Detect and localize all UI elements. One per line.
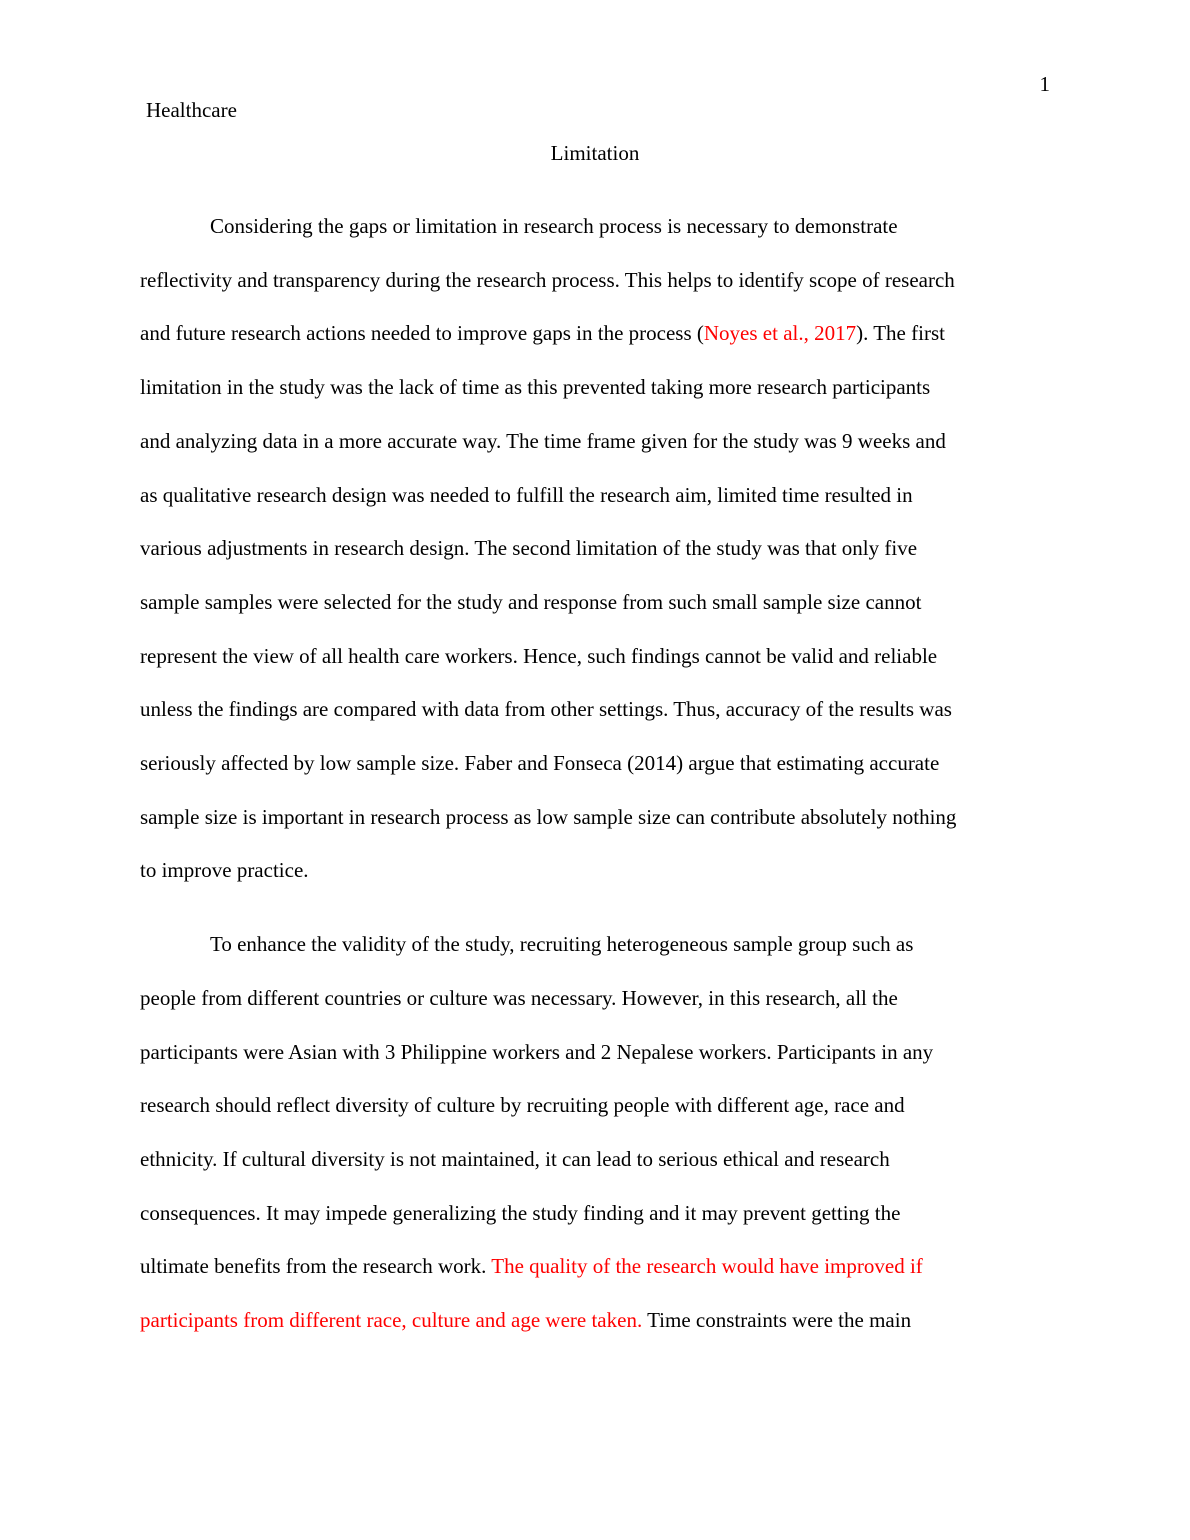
text-segment: sample size is important in research process as low sample size can contribute absolutely nothing (140, 804, 957, 829)
text-line (140, 805, 956, 829)
text-line (210, 214, 898, 238)
text-line (140, 986, 898, 1010)
text-segment: ethnicity. If cultural diversity is not maintained, it can lead to serious ethical and research (140, 1146, 890, 1171)
text-line (140, 536, 917, 560)
highlighted-text: participants from different race, culture and age were taken. (140, 1308, 643, 1333)
text-segment: unless the findings are compared with data from other settings. Thus, accuracy of the results was (140, 697, 952, 722)
text-segment: seriously affected by low sample size. Faber and Fonseca (2014) argue that estimating accurate (140, 751, 940, 776)
running-head: Healthcare (146, 98, 237, 122)
highlighted-text: The quality of the research would have improved if (491, 1254, 923, 1279)
text-segment: Time constraints were the main (642, 1308, 912, 1333)
text-line (140, 375, 930, 399)
text-line (140, 697, 952, 721)
document-body (140, 200, 1052, 1348)
paragraph (140, 200, 1052, 898)
text-line (140, 321, 945, 345)
text-segment: ultimate benefits from the research work. (140, 1254, 492, 1279)
text-segment: participants were Asian with 3 Philippine workers and 2 Nepalese workers. Participants in any (140, 1039, 934, 1064)
text-line (140, 429, 946, 453)
text-line (210, 932, 913, 956)
text-line (140, 268, 955, 292)
text-segment: Considering the gaps or limitation in research process is necessary to demonstrate (210, 214, 898, 238)
text-segment: represent the view of all health care workers. Hence, such findings cannot be valid and reliable (140, 643, 938, 668)
text-segment: various adjustments in research design. The second limitation of the study was that only five (140, 536, 918, 561)
text-line (140, 751, 939, 775)
text-segment: and analyzing data in a more accurate way. The time frame given for the study was 9 weeks and (140, 428, 946, 453)
text-segment: limitation in the study was the lack of time as this prevented taking more research participants (140, 375, 931, 400)
document-title: Limitation (550, 141, 640, 165)
text-line (140, 1040, 933, 1064)
text-segment: sample samples were selected for the study and response from such small sample size cannot (140, 589, 922, 614)
text-line (140, 590, 921, 614)
text-line (140, 483, 913, 507)
text-segment: people from different countries or culture was necessary. However, in this research, all the (140, 985, 898, 1010)
text-line (140, 858, 309, 882)
text-segment: to improve practice. (140, 858, 309, 883)
text-segment: To enhance the validity of the study, recruiting heterogeneous sample group such as (210, 932, 914, 957)
highlighted-text: Noyes et al., 2017 (703, 321, 857, 346)
text-line (140, 1201, 900, 1225)
page-number: 1 (1039, 72, 1050, 96)
text-segment: research should reflect diversity of culture by recruiting people with different age, race and (140, 1093, 905, 1118)
text-line (140, 1308, 911, 1332)
text-segment: ). The first (856, 321, 945, 346)
text-segment: and future research actions needed to improve gaps in the process ( (140, 321, 704, 346)
paragraph (140, 918, 1052, 1348)
text-segment: reflectivity and transparency during the research process. This helps to identify scope of research (140, 267, 955, 292)
text-line (140, 1254, 923, 1278)
text-line (140, 1147, 890, 1171)
text-line (140, 644, 937, 668)
text-line (140, 1093, 905, 1117)
text-segment: consequences. It may impede generalizing the study finding and it may prevent getting the (140, 1200, 901, 1225)
text-segment: as qualitative research design was needed to fulfill the research aim, limited time resulted in (140, 482, 913, 507)
